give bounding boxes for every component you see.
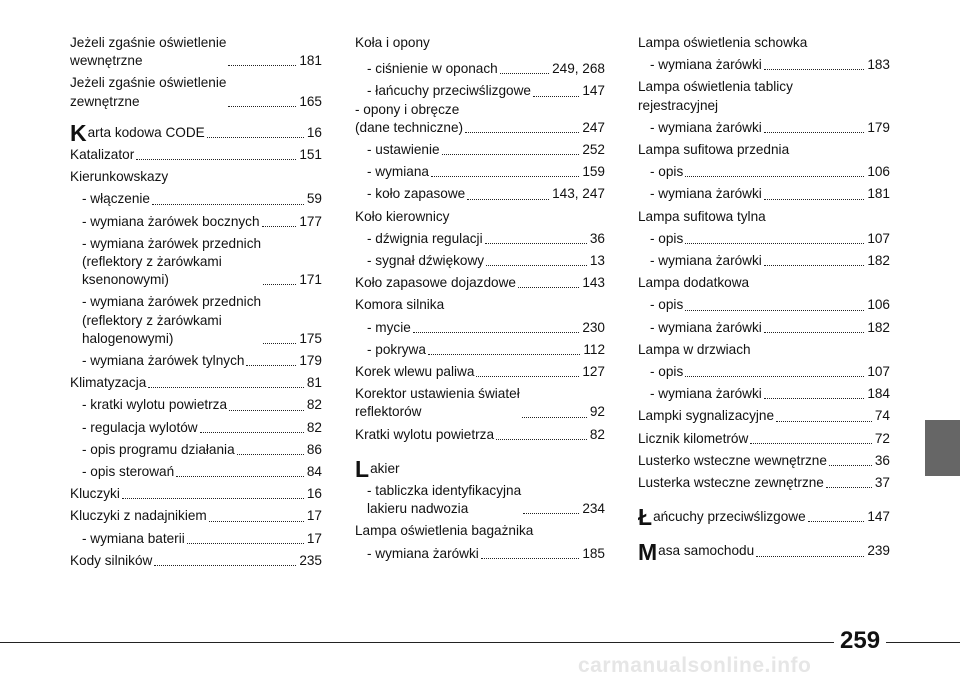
dot-leader <box>486 265 587 266</box>
dot-leader <box>496 439 587 440</box>
entry-text: Koło kierownicy <box>355 208 450 224</box>
entry-text: - wymiana baterii <box>82 530 185 546</box>
dot-leader <box>246 365 296 366</box>
index-entry <box>70 34 322 70</box>
entry-text: - opis <box>650 297 684 313</box>
section-initial: K <box>70 120 87 147</box>
index-subentry <box>355 482 605 518</box>
entry-text: - opis <box>650 164 684 180</box>
entry-text: - tabliczka identyfikacyjna lakieru nadwozia <box>367 483 522 517</box>
entry-text: Lampa oświetlenia schowka <box>638 35 808 50</box>
entry-text: - opis <box>650 364 684 380</box>
entry-text: Lampa sufitowa tylna <box>638 208 766 224</box>
dot-leader <box>764 132 865 133</box>
index-subentry <box>355 185 605 203</box>
entry-page: 59 <box>306 191 322 207</box>
index-entry <box>355 426 605 444</box>
index-entry <box>355 274 605 292</box>
entry-page: 106 <box>867 164 890 180</box>
entry-page: 175 <box>299 330 322 346</box>
dot-leader <box>476 376 579 377</box>
entry-text: Lampa dodatkowa <box>638 275 750 291</box>
index-subentry <box>70 213 322 231</box>
entry-text: - wymiana <box>367 164 429 180</box>
entry-page: 86 <box>306 441 322 457</box>
dot-leader <box>481 558 580 559</box>
watermark: carmanualsonline.info <box>578 654 812 677</box>
index-subentry <box>355 319 605 337</box>
entry-text: - pokrywa <box>367 341 426 357</box>
index-subentry <box>638 230 890 248</box>
entry-text: asa samochodu <box>658 543 755 559</box>
entry-text: Jeżeli zgaśnie oświetlenie wewnętrzne <box>70 35 227 69</box>
entry-text: - regulacja wylotów <box>82 419 198 435</box>
dot-leader <box>685 243 864 244</box>
entry-text: - opis <box>650 230 684 246</box>
entry-text: Lampki sygnalizacyjne <box>638 408 775 424</box>
index-entry <box>355 208 605 226</box>
entry-text: - wymiana żarówek przednich (reflektory z żarówkami ksenonowymi) <box>82 235 262 288</box>
entry-text: - wymiana żarówki <box>650 119 762 135</box>
entry-page: 147 <box>867 509 890 525</box>
section-initial: M <box>638 538 658 565</box>
entry-text: - wymiana żarówek tylnych <box>82 353 245 369</box>
entry-text: Licznik kilometrów <box>638 430 749 446</box>
footer-rule <box>0 642 960 643</box>
entry-page: 36 <box>589 230 605 246</box>
dot-leader <box>207 137 304 138</box>
index-subentry <box>70 190 322 208</box>
entry-page: 92 <box>589 404 605 420</box>
entry-text: Lampa w drzwiach <box>638 341 751 357</box>
dot-leader <box>764 69 865 70</box>
index-entry <box>355 456 605 483</box>
index-subentry <box>355 163 605 181</box>
index-entry <box>70 507 322 525</box>
dot-leader <box>200 432 304 433</box>
entry-text: Lampa oświetlenia bagażnika <box>355 523 534 539</box>
entry-page: 151 <box>299 147 322 163</box>
entry-page: 159 <box>582 164 605 180</box>
entry-text: Lusterko wsteczne wewnętrzne <box>638 452 827 468</box>
index-subentry <box>70 396 322 414</box>
entry-page: 143 <box>582 275 605 291</box>
index-subentry <box>355 141 605 159</box>
index-entry <box>355 101 605 137</box>
index-entry <box>355 522 605 540</box>
entry-text: - sygnał dźwiękowy <box>367 253 485 269</box>
dot-leader <box>187 543 304 544</box>
dot-leader <box>122 498 304 499</box>
index-subentry <box>70 419 322 437</box>
index-column-2 <box>355 34 605 563</box>
entry-page: 249, 268 <box>552 61 605 77</box>
index-subentry <box>638 185 890 203</box>
dot-leader <box>263 343 296 344</box>
index-entry <box>355 363 605 381</box>
entry-text: - ustawienie <box>367 142 440 158</box>
entry-text: - wymiana żarówki <box>650 319 762 335</box>
dot-leader <box>431 176 579 177</box>
entry-text: - dźwignia regulacji <box>367 230 483 246</box>
dot-leader <box>229 410 304 411</box>
index-entry <box>70 74 322 110</box>
index-column-3 <box>638 34 890 565</box>
index-subentry <box>638 119 890 137</box>
index-entry <box>638 208 890 226</box>
dot-leader <box>152 204 304 205</box>
entry-page: 82 <box>306 397 322 413</box>
dot-leader <box>764 265 865 266</box>
index-entry <box>70 168 322 186</box>
index-entry <box>70 120 322 147</box>
entry-page: 17 <box>306 530 322 546</box>
index-subentry <box>70 235 322 290</box>
entry-text: - koło zapasowe <box>367 186 466 202</box>
entry-page: 74 <box>874 408 890 424</box>
entry-page: 239 <box>867 543 890 559</box>
dot-leader <box>685 376 864 377</box>
dot-leader <box>685 310 864 311</box>
dot-leader <box>826 487 872 488</box>
index-entry <box>70 146 322 164</box>
entry-text: Lampa oświetlenia tablicy rejestracyjnej <box>638 79 793 113</box>
index-subentry <box>638 163 890 181</box>
index-entry <box>638 452 890 470</box>
index-subentry <box>355 82 605 100</box>
entry-page: 177 <box>299 213 322 229</box>
entry-text: akier <box>370 460 400 476</box>
entry-text: - wymiana żarówki <box>367 545 479 561</box>
index-entry <box>638 430 890 448</box>
index-entry <box>638 341 890 359</box>
entry-page: 182 <box>867 319 890 335</box>
index-subentry <box>70 352 322 370</box>
entry-text: Kratki wylotu powietrza <box>355 426 495 442</box>
index-subentry <box>355 341 605 359</box>
dot-leader <box>176 476 304 477</box>
index-entry <box>70 485 322 503</box>
dot-leader <box>228 106 296 107</box>
entry-text: - wymiana żarówek bocznych <box>82 213 260 229</box>
entry-page: 171 <box>299 272 322 288</box>
dot-leader <box>413 332 580 333</box>
entry-text: Lusterka wsteczne zewnętrzne <box>638 475 824 491</box>
entry-text: Lampa sufitowa przednia <box>638 142 790 158</box>
entry-page: 181 <box>867 186 890 202</box>
entry-text: Komora silnika <box>355 297 445 313</box>
dot-leader <box>518 287 579 288</box>
dot-leader <box>465 132 579 133</box>
entry-page: 13 <box>589 253 605 269</box>
entry-text: - łańcuchy przeciwślizgowe <box>367 83 531 99</box>
entry-page: 106 <box>867 297 890 313</box>
page-number: 259 <box>834 628 886 654</box>
index-subentry <box>70 530 322 548</box>
dot-leader <box>263 284 296 285</box>
entry-text: Kody silników <box>70 552 153 568</box>
dot-leader <box>808 521 865 522</box>
entry-page: 165 <box>299 93 322 109</box>
index-subentry <box>355 252 605 270</box>
index-subentry <box>638 385 890 403</box>
dot-leader <box>776 421 872 422</box>
dot-leader <box>533 96 579 97</box>
index-entry <box>638 34 890 52</box>
entry-page: 184 <box>867 386 890 402</box>
dot-leader <box>756 556 864 557</box>
entry-text: Klimatyzacja <box>70 375 147 391</box>
dot-leader <box>237 454 304 455</box>
index-entry <box>638 504 890 531</box>
entry-page: 16 <box>306 124 322 140</box>
dot-leader <box>764 332 865 333</box>
entry-text: - opis programu działania <box>82 441 235 457</box>
entry-page: 147 <box>582 83 605 99</box>
entry-text: Jeżeli zgaśnie oświetlenie zewnętrzne <box>70 75 227 109</box>
index-entry <box>638 274 890 292</box>
entry-page: 230 <box>582 319 605 335</box>
dot-leader <box>154 565 296 566</box>
index-entry <box>70 374 322 392</box>
index-subentry <box>638 252 890 270</box>
dot-leader <box>500 73 549 74</box>
entry-page: 81 <box>306 375 322 391</box>
dot-leader <box>485 243 587 244</box>
entry-page: 247 <box>582 119 605 135</box>
dot-leader <box>523 513 579 514</box>
entry-page: 82 <box>306 419 322 435</box>
dot-leader <box>829 465 872 466</box>
entry-page: 82 <box>589 426 605 442</box>
dot-leader <box>764 398 865 399</box>
entry-text: Korek wlewu paliwa <box>355 364 475 380</box>
entry-page: 127 <box>582 364 605 380</box>
dot-leader <box>428 354 580 355</box>
index-subentry <box>70 463 322 481</box>
dot-leader <box>136 159 296 160</box>
entry-text: - wymiana żarówki <box>650 253 762 269</box>
entry-page: 143, 247 <box>552 186 605 202</box>
entry-text: Kluczyki <box>70 486 120 502</box>
entry-text: - mycie <box>367 319 411 335</box>
entry-page: 36 <box>874 452 890 468</box>
section-tab <box>925 420 960 476</box>
entry-page: 107 <box>867 230 890 246</box>
dot-leader <box>522 417 587 418</box>
index-subentry <box>355 545 605 563</box>
entry-text: arta kodowa CODE <box>87 124 205 140</box>
entry-page: 234 <box>582 501 605 517</box>
entry-text: Koło zapasowe dojazdowe <box>355 275 516 291</box>
index-entry <box>638 141 890 159</box>
entry-text: Koła i opony <box>355 35 430 50</box>
index-entry <box>70 552 322 570</box>
section-initial: Ł <box>638 504 653 531</box>
index-subentry <box>638 296 890 314</box>
entry-page: 252 <box>582 142 605 158</box>
index-column-1 <box>70 34 322 570</box>
index-entry <box>355 34 605 52</box>
entry-page: 112 <box>583 341 605 357</box>
dot-leader <box>228 65 296 66</box>
entry-page: 235 <box>299 552 322 568</box>
dot-leader <box>262 226 297 227</box>
entry-page: 17 <box>306 508 322 524</box>
entry-text: - wymiana żarówki <box>650 57 762 73</box>
entry-text: Kluczyki z nadajnikiem <box>70 508 207 524</box>
entry-page: 84 <box>306 464 322 480</box>
index-subentry <box>638 363 890 381</box>
entry-page: 37 <box>874 475 890 491</box>
entry-page: 179 <box>867 119 890 135</box>
index-subentry <box>70 441 322 459</box>
entry-page: 179 <box>299 353 322 369</box>
index-subentry <box>638 56 890 74</box>
entry-page: 185 <box>582 545 605 561</box>
entry-page: 107 <box>867 364 890 380</box>
entry-text: ańcuchy przeciwślizgowe <box>653 509 806 525</box>
index-entry <box>638 407 890 425</box>
dot-leader <box>442 154 580 155</box>
entry-text: - wymiana żarówki <box>650 186 762 202</box>
index-entry <box>638 78 890 114</box>
dot-leader <box>209 521 304 522</box>
index-entry <box>638 538 890 565</box>
entry-text: - wymiana żarówek przednich (reflektory z żarówkami halogenowymi) <box>82 294 262 346</box>
index-subentry <box>638 319 890 337</box>
index-entry <box>638 474 890 492</box>
section-initial: L <box>355 456 370 483</box>
entry-text: Katalizator <box>70 147 135 163</box>
entry-text: - opony i obręcze (dane techniczne) <box>355 101 464 135</box>
entry-text: Kierunkowskazy <box>70 169 169 185</box>
entry-text: - włączenie <box>82 191 150 207</box>
dot-leader <box>467 199 549 200</box>
entry-page: 72 <box>874 430 890 446</box>
index-subentry <box>355 60 605 78</box>
index-entry <box>355 296 605 314</box>
entry-text: - opis sterowań <box>82 464 175 480</box>
entry-text: - kratki wylotu powietrza <box>82 397 228 413</box>
entry-text: - ciśnienie w oponach <box>367 61 498 77</box>
entry-page: 181 <box>299 53 322 69</box>
entry-page: 183 <box>867 57 890 73</box>
dot-leader <box>148 387 304 388</box>
index-entry <box>355 385 605 421</box>
entry-text: Korektor ustawienia świateł reflektorów <box>355 386 520 420</box>
dot-leader <box>764 199 865 200</box>
index-subentry <box>70 293 322 348</box>
dot-leader <box>750 443 872 444</box>
entry-page: 16 <box>306 486 322 502</box>
entry-text: - wymiana żarówki <box>650 386 762 402</box>
dot-leader <box>685 176 864 177</box>
entry-page: 182 <box>867 253 890 269</box>
index-subentry <box>355 230 605 248</box>
